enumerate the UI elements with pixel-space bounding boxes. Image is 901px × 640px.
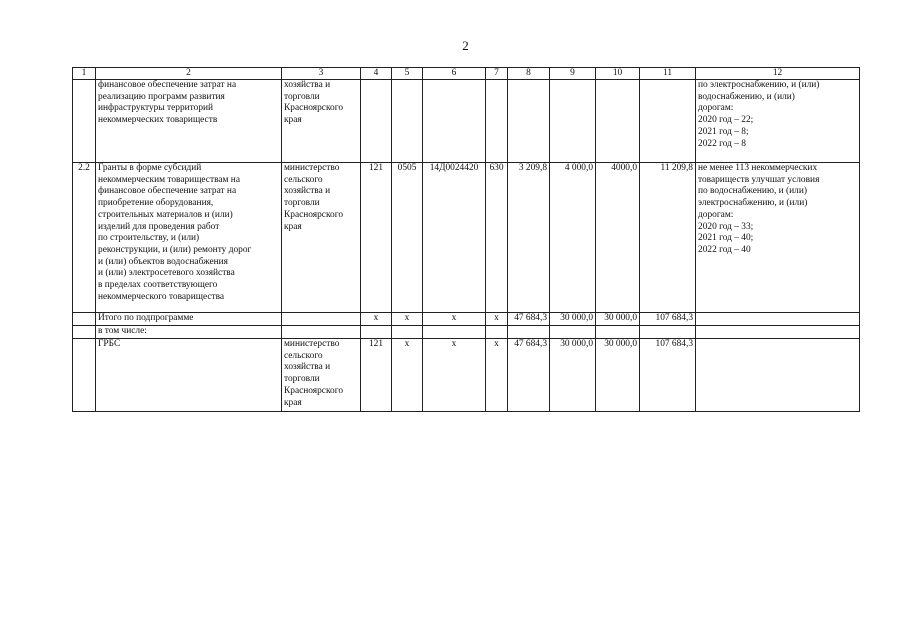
cell-2022: 4000,0 — [596, 163, 640, 313]
cell-expected-result — [696, 339, 860, 412]
cell-executor: хозяйства и торговли Красноярского края — [282, 80, 361, 163]
cell-total — [640, 80, 696, 163]
header-cell: 3 — [282, 68, 361, 80]
header-cell: 10 — [596, 68, 640, 80]
cell-rzpr — [392, 80, 423, 163]
cell-2022: 30 000,0 — [596, 339, 640, 412]
cell-description: Итого по подпрограмме — [96, 313, 282, 326]
cell-rzpr — [392, 326, 423, 339]
cell-vr: x — [486, 313, 508, 326]
cell-description: финансовое обеспечение затрат на реализацию программ развития инфраструктуры территорий некоммерческих товариществ — [96, 80, 282, 163]
table-header-row — [73, 68, 860, 80]
cell-vr: x — [486, 339, 508, 412]
cell-2020 — [508, 80, 550, 163]
cell-total — [640, 326, 696, 339]
cell-2022 — [596, 80, 640, 163]
cell-csr: 14Д0024420 — [423, 163, 486, 313]
header-cell: 5 — [392, 68, 423, 80]
cell-2021: 30 000,0 — [550, 313, 596, 326]
cell-number — [73, 326, 96, 339]
cell-executor: министерство сельского хозяйства и торговли Красноярского края — [282, 339, 361, 412]
cell-vr — [486, 80, 508, 163]
cell-total: 107 684,3 — [640, 339, 696, 412]
table-row — [73, 163, 860, 313]
cell-rzpr: 0505 — [392, 163, 423, 313]
cell-vr: 630 — [486, 163, 508, 313]
cell-number: 2.2 — [73, 163, 96, 313]
page-number: 2 — [462, 38, 469, 53]
cell-2021 — [550, 326, 596, 339]
cell-2020: 47 684,3 — [508, 313, 550, 326]
header-cell: 8 — [508, 68, 550, 80]
cell-expected-result — [696, 313, 860, 326]
cell-description: Гранты в форме субсидий некоммерческим товариществам на финансовое обеспечение затрат на приобретение оборудования, строительных материалов и (или) изделий для проведения работ по строительству, и (или) реконструкции, и (или) ремонту дорог и (или) объектов водоснабжения и (или) электросетевого хозяйства в пределах соответствующего некоммерческого товарищества — [96, 163, 282, 313]
cell-grbs-code: 121 — [361, 163, 392, 313]
cell-rzpr: x — [392, 339, 423, 412]
cell-description: ГРБС — [96, 339, 282, 412]
cell-expected-result: не менее 113 некоммерческих товариществ улучшат условия по водоснабжению, и (или) электроснабжению, и (или) дорогам: 2020 год – 33; 2021 год – 40; 2022 год – 40 — [696, 163, 860, 313]
table-row — [73, 339, 860, 412]
budget-table — [72, 67, 860, 412]
cell-2020 — [508, 326, 550, 339]
cell-csr — [423, 326, 486, 339]
cell-2020: 47 684,3 — [508, 339, 550, 412]
cell-executor — [282, 326, 361, 339]
cell-2020: 3 209,8 — [508, 163, 550, 313]
header-cell: 6 — [423, 68, 486, 80]
cell-number — [73, 313, 96, 326]
cell-csr: x — [423, 313, 486, 326]
cell-2021: 4 000,0 — [550, 163, 596, 313]
cell-2022: 30 000,0 — [596, 313, 640, 326]
cell-grbs-code — [361, 326, 392, 339]
cell-expected-result: по электроснабжению, и (или) водоснабжению, и (или) дорогам: 2020 год – 22; 2021 год – 8; 2022 год – 8 — [696, 80, 860, 163]
header-cell: 9 — [550, 68, 596, 80]
cell-vr — [486, 326, 508, 339]
cell-csr — [423, 80, 486, 163]
cell-2021 — [550, 80, 596, 163]
header-cell: 11 — [640, 68, 696, 80]
cell-executor: министерство сельского хозяйства и торговли Красноярского края — [282, 163, 361, 313]
cell-grbs-code: 121 — [361, 339, 392, 412]
header-cell: 1 — [73, 68, 96, 80]
table-row — [73, 313, 860, 326]
table-row — [73, 80, 860, 163]
header-cell: 12 — [696, 68, 860, 80]
cell-grbs-code — [361, 80, 392, 163]
header-cell: 4 — [361, 68, 392, 80]
header-cell: 2 — [96, 68, 282, 80]
cell-total: 11 209,8 — [640, 163, 696, 313]
header-cell: 7 — [486, 68, 508, 80]
cell-total: 107 684,3 — [640, 313, 696, 326]
cell-executor — [282, 313, 361, 326]
cell-2021: 30 000,0 — [550, 339, 596, 412]
cell-2022 — [596, 326, 640, 339]
cell-number — [73, 339, 96, 412]
cell-grbs-code: x — [361, 313, 392, 326]
table-row — [73, 326, 860, 339]
cell-csr: x — [423, 339, 486, 412]
cell-number — [73, 80, 96, 163]
cell-description: в том числе: — [96, 326, 282, 339]
cell-expected-result — [696, 326, 860, 339]
cell-rzpr: x — [392, 313, 423, 326]
